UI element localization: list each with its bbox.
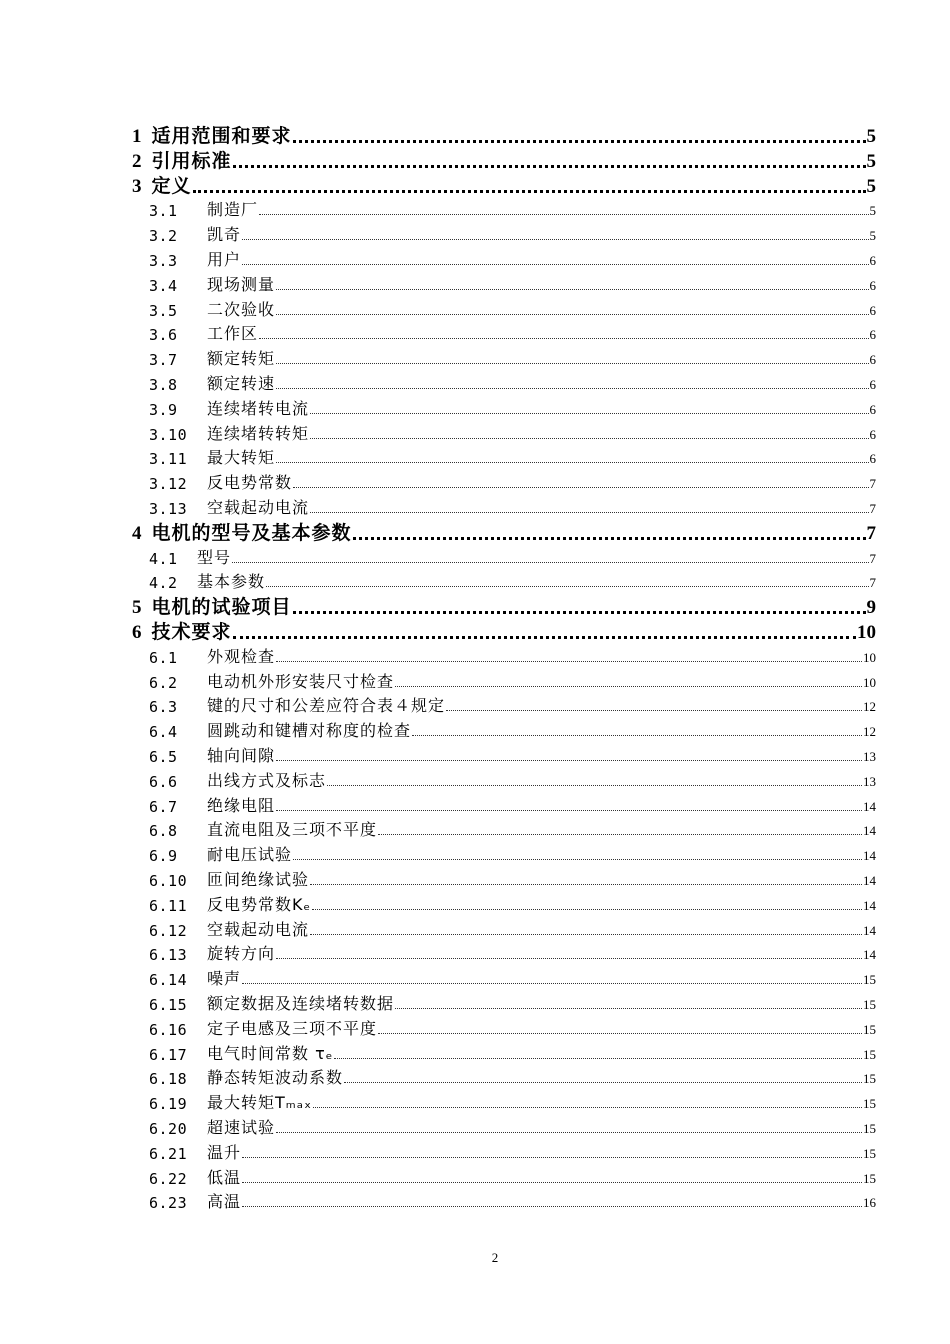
toc-subentry[interactable] [149, 794, 876, 816]
toc-heading-entry[interactable] [132, 620, 876, 644]
dot-leader [353, 533, 866, 540]
dot-leader [293, 607, 866, 614]
dot-leader [276, 954, 862, 959]
toc-number: 6.5 [149, 748, 178, 766]
toc-number: 3.7 [149, 351, 178, 370]
toc-title: 连续堵转转矩 [207, 423, 310, 443]
toc-subentry[interactable] [149, 1066, 876, 1088]
toc-title: 最大转矩 [207, 448, 276, 468]
toc-number: 6.23 [149, 1194, 188, 1213]
toc-subentry[interactable] [149, 818, 876, 840]
toc-page-number: 14 [863, 823, 876, 839]
toc-subentry[interactable] [149, 992, 876, 1014]
toc-number: 4.2 [149, 574, 178, 593]
dot-leader [242, 260, 868, 265]
toc-subentry[interactable] [149, 1166, 876, 1188]
toc-number: 6.20 [149, 1120, 188, 1138]
toc-number: 3.4 [149, 276, 178, 295]
toc-subentry[interactable] [149, 298, 876, 320]
toc-heading-entry[interactable] [132, 595, 876, 619]
toc-number: 6.1 [149, 648, 178, 667]
toc-title: 技术要求 [151, 621, 232, 643]
toc-title: 圆跳动和键槽对称度的检查 [207, 721, 412, 741]
toc-title: 现场测量 [207, 274, 276, 294]
toc-title: 基本参数 [197, 572, 266, 592]
toc-subentry[interactable] [149, 570, 876, 592]
dot-leader [293, 483, 868, 488]
dot-leader [310, 409, 868, 414]
toc-title: 外观检查 [207, 646, 276, 666]
toc-title: 额定转矩 [207, 349, 276, 369]
toc-number: 3.13 [149, 500, 188, 518]
toc-title: 额定转速 [207, 374, 276, 393]
toc-number: 1 [132, 126, 142, 147]
toc-title: 旋转方向 [207, 944, 276, 964]
dot-leader [310, 508, 868, 513]
toc-number: 3.1 [149, 202, 178, 221]
toc-page-number: 7 [869, 476, 876, 492]
toc-subentry[interactable] [149, 868, 876, 890]
toc-title: 直流电阻及三项不平度 [207, 820, 378, 840]
dot-leader [378, 830, 862, 835]
toc-page-number: 15 [863, 1096, 876, 1112]
toc-subentry[interactable] [149, 372, 876, 394]
dot-leader [446, 706, 862, 711]
toc-title: 键的尺寸和公差应符合表４规定 [207, 696, 446, 716]
toc-page-number: 10 [863, 674, 876, 690]
toc-page-number: 7 [869, 550, 876, 566]
toc-page-number: 6 [869, 401, 876, 417]
toc-title: 定子电感及三项不平度 [207, 1018, 378, 1038]
toc-subentry[interactable] [149, 645, 876, 667]
toc-page-number: 14 [863, 922, 876, 938]
toc-number: 3.3 [149, 252, 178, 270]
toc-page-number: 10 [857, 622, 876, 643]
toc-page-number: 13 [863, 773, 876, 789]
toc-page-number: 15 [863, 1071, 876, 1087]
toc-title: 温升 [207, 1142, 242, 1162]
toc-number: 6.9 [149, 847, 178, 866]
toc-page-number: 6 [869, 451, 876, 467]
dot-leader [313, 1103, 862, 1108]
toc-page-number: 12 [863, 699, 876, 715]
toc-number: 3 [132, 175, 142, 197]
toc-number: 6.2 [149, 673, 178, 692]
dot-leader [259, 210, 868, 215]
toc-title: 低温 [207, 1167, 242, 1187]
toc-title: 轴向间隙 [207, 746, 276, 765]
toc-subentry[interactable] [149, 322, 876, 344]
toc-number: 6.15 [149, 996, 188, 1014]
toc-page-number: 6 [869, 377, 876, 392]
toc-number: 3.2 [149, 227, 178, 246]
toc-page-number: 6 [869, 302, 876, 318]
toc-title: 型号 [197, 547, 232, 567]
toc-title: 耐电压试验 [207, 845, 293, 865]
toc-number: 6.12 [149, 921, 188, 940]
toc-subentry[interactable] [149, 1141, 876, 1163]
toc-page-number: 7 [869, 501, 876, 516]
toc-number: 5 [132, 597, 142, 619]
toc-subentry[interactable] [149, 893, 876, 915]
toc-page-number: 9 [866, 597, 876, 619]
dot-leader [276, 1128, 862, 1133]
toc-number: 6.7 [149, 797, 178, 816]
toc-heading-entry[interactable] [132, 521, 876, 545]
toc-subentry[interactable] [149, 744, 876, 766]
toc-number: 6.22 [149, 1169, 188, 1188]
toc-title: 定义 [151, 174, 192, 197]
toc-page-number: 5 [866, 126, 876, 147]
toc-number: 3.8 [149, 376, 178, 394]
toc-title: 引用标准 [151, 149, 232, 172]
toc-title: 制造厂 [207, 200, 259, 220]
toc-title: 连续堵转电流 [207, 398, 310, 418]
toc-page-number: 15 [863, 1021, 876, 1037]
toc-page-number: 5 [869, 228, 876, 244]
dot-leader [327, 781, 862, 786]
toc-heading-entry[interactable] [132, 174, 876, 198]
dot-leader [293, 136, 866, 143]
toc-page-number: 15 [863, 1046, 876, 1062]
toc-page-number: 7 [866, 522, 876, 544]
toc-page-number: 6 [869, 426, 876, 442]
dot-leader [242, 979, 862, 984]
toc-page-number: 15 [863, 1145, 876, 1161]
toc-subentry[interactable] [149, 248, 876, 270]
toc-number: 6.4 [149, 723, 178, 742]
dot-leader [310, 930, 862, 935]
toc-title: 电动机外形安装尺寸检查 [207, 671, 395, 691]
dot-leader [276, 384, 868, 389]
toc-title: 额定数据及连续堵转数据 [207, 994, 395, 1013]
dot-leader [395, 1004, 862, 1009]
toc-title: 静态转矩波动系数 [207, 1068, 344, 1088]
toc-subentry[interactable] [149, 1116, 876, 1138]
toc-subentry[interactable] [149, 223, 876, 245]
dot-leader [193, 186, 866, 193]
toc-subentry[interactable] [149, 273, 876, 295]
toc-heading-entry[interactable] [132, 149, 876, 173]
toc-page-number: 14 [863, 947, 876, 963]
toc-number: 6.10 [149, 872, 188, 890]
dot-leader [312, 905, 862, 910]
toc-page-number: 5 [866, 175, 876, 197]
toc-number: 6.13 [149, 946, 188, 965]
toc-title: 用户 [207, 250, 242, 269]
toc-title: 空载起动电流 [207, 919, 310, 939]
toc-title: 空载起动电流 [207, 498, 310, 517]
toc-subentry[interactable] [149, 942, 876, 964]
toc-number: 3.12 [149, 475, 188, 494]
toc-page-number: 16 [863, 1195, 876, 1211]
dot-leader [310, 880, 862, 885]
toc-subentry[interactable] [149, 843, 876, 865]
toc-title: 工作区 [207, 324, 259, 344]
dot-leader [276, 458, 868, 463]
dot-leader [276, 359, 868, 364]
toc-title: 电气时间常数 τₑ [207, 1043, 334, 1063]
dot-leader [259, 334, 868, 339]
toc-title: 电机的试验项目 [151, 596, 292, 619]
toc-heading-entry[interactable] [132, 124, 876, 148]
toc-number: 6.16 [149, 1020, 188, 1039]
toc-page-number: 6 [869, 352, 876, 368]
toc-subentry[interactable] [149, 198, 876, 220]
dot-leader [310, 434, 868, 439]
dot-leader [233, 161, 866, 168]
toc-title: 反电势常数Kₑ [207, 894, 312, 914]
toc-page-number: 6 [869, 327, 876, 343]
toc-page-number: 14 [863, 798, 876, 814]
toc-subentry[interactable] [149, 1017, 876, 1039]
page-number: 2 [491, 1250, 499, 1265]
toc-subentry[interactable] [149, 546, 876, 568]
toc-subentry[interactable] [149, 918, 876, 940]
dot-leader [378, 1029, 862, 1034]
toc-title: 凯奇 [207, 225, 242, 245]
toc-subentry[interactable] [149, 1091, 876, 1113]
dot-leader [276, 806, 862, 811]
toc-page-number: 12 [863, 724, 876, 740]
toc-number: 3.11 [149, 450, 188, 469]
dot-leader [276, 657, 862, 662]
toc-page-number: 14 [863, 873, 876, 888]
dot-leader [242, 1178, 862, 1183]
toc-title: 电机的型号及基本参数 [151, 521, 352, 544]
dot-leader [233, 632, 856, 639]
toc-number: 6.11 [149, 896, 188, 915]
toc-title: 适用范围和要求 [151, 125, 292, 147]
toc-number: 2 [132, 150, 142, 172]
toc-subentry[interactable] [149, 496, 876, 518]
toc-number: 4.1 [149, 549, 178, 568]
toc-subentry[interactable] [149, 471, 876, 493]
toc-page-number: 15 [863, 1170, 876, 1186]
toc-title: 匝间绝缘试验 [207, 870, 310, 889]
toc-page-number: 14 [863, 848, 876, 864]
dot-leader [276, 310, 868, 315]
toc-title: 二次验收 [207, 299, 276, 319]
dot-leader [344, 1078, 862, 1083]
toc-page-number: 10 [863, 649, 876, 665]
toc-number: 3.6 [149, 326, 178, 345]
toc-page-number: 6 [869, 277, 876, 293]
toc-number: 6.17 [149, 1045, 188, 1064]
dot-leader [276, 756, 862, 761]
dot-leader [242, 235, 868, 240]
toc-page-number: 5 [866, 150, 876, 172]
dot-leader [395, 682, 862, 687]
toc-subentry[interactable] [149, 1190, 876, 1212]
dot-leader [276, 285, 868, 290]
toc-number: 4 [132, 522, 142, 544]
toc-number: 6.14 [149, 971, 188, 990]
toc-subentry[interactable] [149, 446, 876, 468]
toc-title: 最大转矩Tₘₐₓ [207, 1093, 313, 1113]
toc-number: 6.3 [149, 698, 178, 717]
toc-page-number: 15 [863, 997, 876, 1012]
toc-page-number: 13 [863, 749, 876, 764]
toc-number: 6 [132, 622, 142, 643]
toc-subentry[interactable] [149, 422, 876, 444]
toc-subentry[interactable] [149, 694, 876, 716]
toc-number: 6.18 [149, 1070, 188, 1089]
toc-title: 超速试验 [207, 1118, 276, 1137]
toc-number: 3.5 [149, 301, 178, 320]
dot-leader [242, 1202, 862, 1207]
toc-subentry[interactable] [149, 967, 876, 989]
toc-page-number: 15 [863, 972, 876, 988]
toc-page-number: 15 [863, 1121, 876, 1136]
toc-page-number: 5 [869, 203, 876, 219]
toc-number: 6.6 [149, 772, 178, 791]
toc-number: 6.19 [149, 1095, 188, 1114]
toc-page-number: 14 [863, 897, 876, 913]
toc-number: 6.21 [149, 1144, 188, 1163]
dot-leader [266, 582, 868, 587]
toc-title: 噪声 [207, 969, 242, 989]
toc-number: 3.10 [149, 425, 188, 444]
toc-subentry[interactable] [149, 719, 876, 741]
dot-leader [293, 855, 862, 860]
toc-title: 出线方式及标志 [207, 770, 327, 790]
toc-subentry[interactable] [149, 670, 876, 692]
toc-subentry[interactable] [149, 347, 876, 369]
toc-page-number: 6 [869, 253, 876, 268]
toc-subentry[interactable] [149, 397, 876, 419]
dot-leader [242, 1153, 862, 1158]
toc-subentry[interactable] [149, 769, 876, 791]
toc-title: 绝缘电阻 [207, 795, 276, 815]
dot-leader [334, 1054, 862, 1059]
dot-leader [412, 731, 862, 736]
toc-number: 3.9 [149, 400, 178, 419]
toc-title: 高温 [207, 1192, 242, 1212]
toc-title: 反电势常数 [207, 473, 293, 493]
toc-page-number: 7 [869, 575, 876, 591]
dot-leader [232, 558, 868, 563]
toc-subentry[interactable] [149, 1042, 876, 1064]
toc-number: 6.8 [149, 822, 178, 841]
